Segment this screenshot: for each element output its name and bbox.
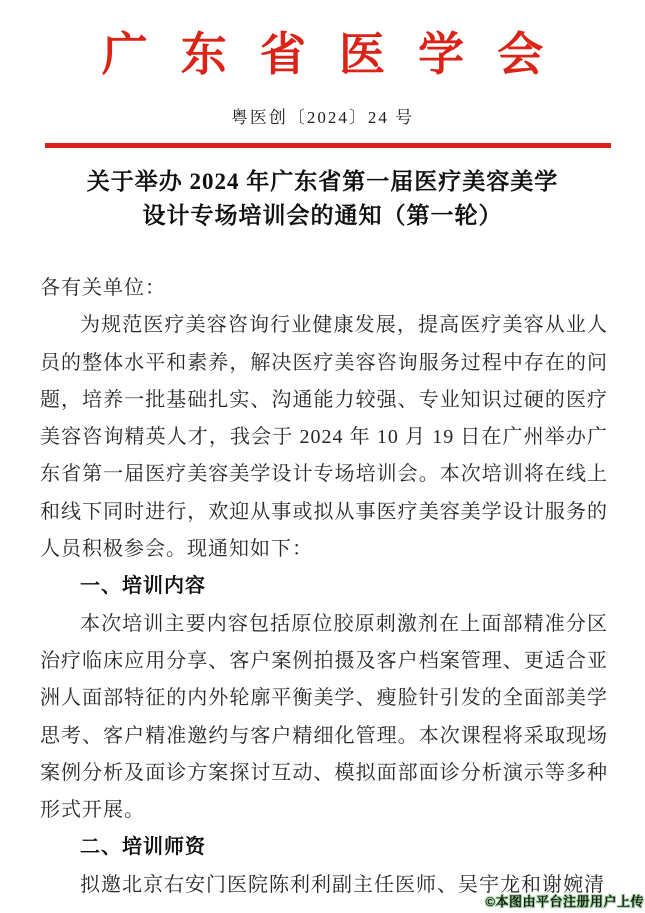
section-2-paragraph: 拟邀北京右安门医院陈利利副主任医师、吴宇龙和谢婉清 bbox=[80, 873, 605, 896]
salutation: 各有关单位： bbox=[40, 277, 166, 299]
section-1-paragraph: 本次培训主要内容包括原位胶原刺激剂在上面部精准分区治疗临床应用分享、客户案例拍摄及客户档案管理、更适合亚洲人面部特征的内外轮廓平衡美学、瘦脸针引发的全面部美学思考、客户精准邀约与客户精细化管理。本次课程将采取现场案例分析及面诊方案探讨互动、模拟面部面诊分析演示等多种形式开展。 bbox=[40, 612, 608, 822]
uploader-watermark: ©本图由平台注册用户上传 bbox=[485, 894, 644, 909]
section-1-heading: 一、培训内容 bbox=[80, 575, 206, 598]
red-divider-line bbox=[45, 143, 611, 148]
document-body bbox=[40, 270, 608, 904]
doc-number: 粤医创〔2024〕24 号 bbox=[230, 108, 415, 127]
section-2-heading: 二、培训师资 bbox=[80, 836, 206, 859]
intro-paragraph: 为规范医疗美容咨询行业健康发展，提高医疗美容从业人员的整体水平和素养，解决医疗美容咨询服务过程中存在的问题，培养一批基础扎实、沟通能力较强、专业知识过硬的医疗美容咨询精英人才，我会于 2024 年 10 月 19 日在广州举办广东省第一届医疗美容美学设计专场培训会。本次培训将在线上和线下同时进行，欢迎从事或拟从事医疗美容美学设计服务的人员积极参会。现通知如下： bbox=[40, 314, 608, 561]
org-title: 广东省医学会 bbox=[101, 29, 577, 80]
doc-title bbox=[0, 165, 645, 233]
doc-title-line2: 设计专场培训会的通知（第一轮） bbox=[142, 203, 503, 228]
doc-title-line1: 关于举办 2024 年广东省第一届医疗美容美学 bbox=[86, 169, 559, 194]
